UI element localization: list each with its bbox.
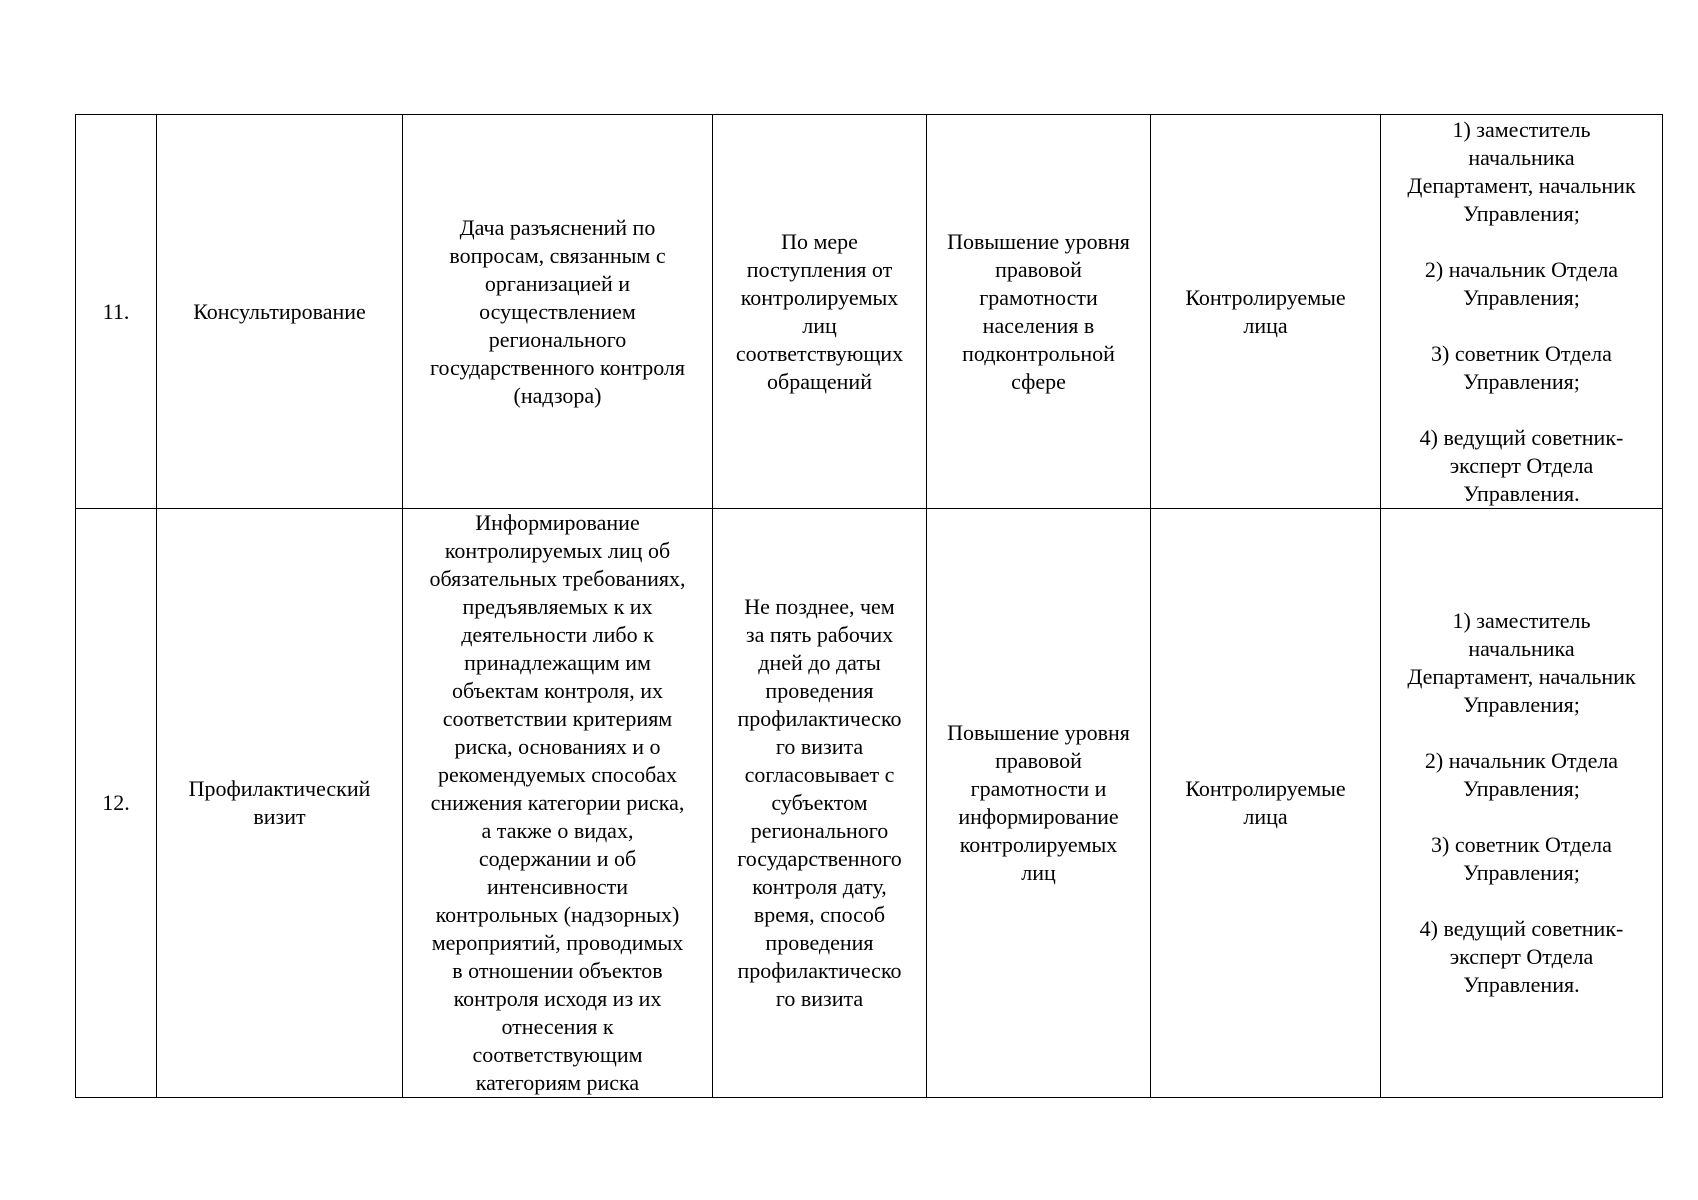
goal-line: лиц [1021,860,1056,885]
responsible-line: Управления; [1463,284,1580,310]
content-line: обязательных требованиях, [429,566,686,591]
responsible-line: Управления; [1463,368,1580,394]
goal-line: грамотности и [970,776,1107,801]
responsible-line: эксперт Отдела [1449,452,1594,478]
table-row [76,115,1663,509]
responsible-line: Департамент, начальник [1407,664,1636,689]
content-line: предъявляемых к их [462,594,653,619]
content-line: рекомендуемых способах [437,762,678,787]
responsible-line: Управления. [1463,480,1580,506]
timing-line: проведения [765,678,874,703]
goal-line: Повышение уровня [947,228,1130,254]
timing-line: проведения [765,930,874,955]
responsible-line: Управления; [1463,692,1580,717]
responsible-line: Управления. [1463,972,1580,997]
content-line: содержании и об [478,846,637,871]
subjects-cell [1151,509,1381,1098]
content-line: соответствии критериям [442,706,673,731]
goal-cell [927,115,1151,509]
responsible-line: Управления; [1463,200,1580,226]
goal-line: правовой [995,748,1082,773]
responsible-line: 2) начальник Отдела [1424,748,1619,773]
timing-line: дней до даты [758,650,881,675]
content-line: государственного контроля [429,354,686,380]
timing-line: регионального [750,818,889,843]
responsible-line: 4) ведущий советник- [1419,424,1624,450]
row-number: 12. [102,790,130,815]
measure-name-cell [157,115,403,509]
responsible-line: начальника [1468,636,1575,661]
goal-line: сфере [1011,368,1066,394]
responsible-line: 4) ведущий советник- [1419,916,1624,941]
timing-line: Не позднее, чем [744,594,895,619]
timing-line: контролируемых [740,284,899,310]
goal-line: подконтрольной [962,340,1115,366]
content-line: деятельности либо к [461,622,654,647]
subjects-line: лица [1243,804,1288,829]
row-number-cell [76,115,157,509]
subjects-cell [1151,115,1381,509]
paragraph-gap [1391,396,1652,424]
goal-line: населения в [982,312,1095,338]
paragraph-gap [1391,803,1652,831]
content-line: категориям риска [475,1070,640,1095]
table-row [76,509,1663,1098]
timing-line: профилактическо [737,958,902,983]
goal-line: правовой [995,256,1082,282]
responsible-line: 3) советник Отдела [1431,340,1612,366]
responsible-cell [1381,115,1663,509]
paragraph-gap [1391,719,1652,747]
content-line: мероприятий, проводимых [431,930,684,955]
content-line: контроля исходя из их [453,986,662,1011]
timing-line: По мере [781,228,858,254]
timing-line: согласовывает с [744,762,895,787]
measure-content-cell [403,509,713,1098]
timing-line: контроля дату, [752,874,887,899]
content-line: контрольных (надзорных) [435,902,680,927]
timing-line: обращений [767,368,872,394]
timing-cell [713,509,927,1098]
subjects-line: лица [1243,312,1288,338]
content-line: в отношении объектов [452,958,663,983]
content-line: а также о видах, [481,818,634,843]
content-line: (надзора) [513,382,602,408]
paragraph-gap [1391,312,1652,340]
content-line: соответствующим [472,1042,643,1067]
row-number-cell [76,509,157,1098]
timing-line: время, способ [753,902,886,927]
timing-line: поступления от [746,256,893,282]
timing-line: лиц [802,312,837,338]
paragraph-gap [1391,228,1652,256]
content-line: регионального [488,326,627,352]
goal-line: информирование [958,804,1119,829]
timing-line: го визита [775,734,864,759]
timing-line: профилактическо [737,706,902,731]
subjects-line: Контролируемые [1185,776,1346,801]
measure-name-cell [157,509,403,1098]
content-line: интенсивности [486,874,629,899]
timing-line: соответствующих [735,340,904,366]
responsible-line: Департамент, начальник [1407,172,1636,198]
responsible-line: 1) заместитель [1452,116,1591,142]
responsible-line: Управления; [1463,776,1580,801]
responsible-cell [1381,509,1663,1098]
content-line: организацией и [484,270,631,296]
responsible-line: 2) начальник Отдела [1424,256,1619,282]
content-line: принадлежащим им [464,650,651,675]
content-line: осуществлением [479,298,636,324]
goal-line: грамотности [979,284,1098,310]
timing-cell [713,115,927,509]
responsible-line: 1) заместитель [1452,608,1591,633]
responsible-line: 3) советник Отдела [1431,832,1612,857]
responsible-line: эксперт Отдела [1449,944,1594,969]
goal-line: Повышение уровня [947,720,1130,745]
content-line: отнесения к [501,1014,614,1039]
timing-line: го визита [775,986,864,1011]
measure-name-line: визит [253,804,306,829]
measure-content-cell [403,115,713,509]
measure-name-line: Консультирование [193,298,366,324]
measure-name-line: Профилактический [188,776,371,801]
measures-table [75,114,1663,1098]
timing-line: государственного [737,846,902,871]
content-line: Информирование [475,510,640,535]
responsible-line: Управления; [1463,860,1580,885]
content-line: вопросам, связанным с [449,242,666,268]
subjects-line: Контролируемые [1185,284,1346,310]
row-number: 11. [102,298,130,324]
paragraph-gap [1391,887,1652,915]
responsible-line: начальника [1468,144,1575,170]
timing-line: субъектом [771,790,868,815]
content-line: объектам контроля, их [451,678,664,703]
content-line: контролируемых лиц об [444,538,671,563]
goal-cell [927,509,1151,1098]
goal-line: контролируемых [959,832,1118,857]
content-line: риска, основаниях и о [454,734,661,759]
timing-line: за пять рабочих [745,622,894,647]
content-line: Дача разъяснений по [459,214,656,240]
content-line: снижения категории риска, [430,790,685,815]
